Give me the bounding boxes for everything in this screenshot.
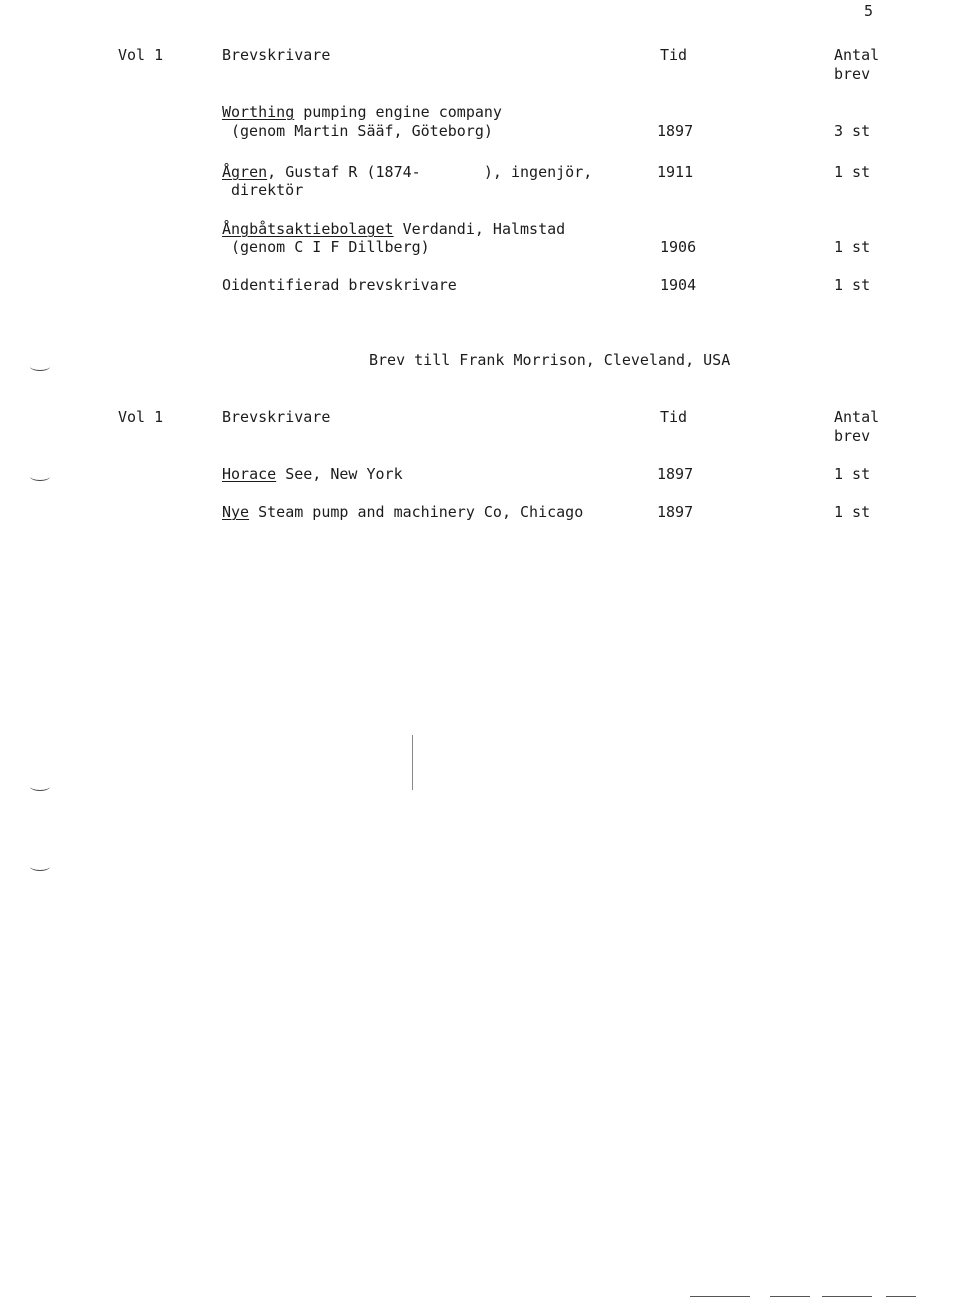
writer-name-underlined: Worthing (222, 103, 295, 121)
scan-dash-artifact (822, 1296, 872, 1297)
entry-year: 1897 (657, 465, 694, 483)
scan-dash-artifact (886, 1296, 916, 1297)
entry-count: 1 st (834, 238, 871, 256)
writer-name (222, 163, 592, 181)
writer-name (222, 220, 565, 238)
entry-count: 1 st (834, 163, 871, 181)
writer-name-underlined: Ågren (222, 163, 268, 181)
vol-label: Vol 1 (118, 408, 164, 426)
writer-name-rest: Verdandi, Halmstad (393, 220, 566, 238)
section2-title: Brev till Frank Morrison, Cleveland, USA (369, 351, 731, 369)
scan-dash-artifact (690, 1296, 750, 1297)
writer-name (222, 276, 457, 294)
entry-count: 1 st (834, 503, 871, 521)
entry-year: 1906 (660, 238, 697, 256)
writer-name-rest: Oidentifierad brevskrivare (222, 276, 457, 294)
writer-name-underlined: Nye (222, 503, 250, 521)
writer-name (222, 103, 502, 121)
writer-name-rest: See, New York (276, 465, 403, 483)
scan-line-artifact (412, 735, 413, 790)
writer-detail: (genom Martin Sääf, Göteborg) (231, 122, 493, 140)
page-number: 5 (864, 2, 874, 20)
writer-name-rest: , Gustaf R (1874- ), ingenjör, (267, 163, 593, 181)
margin-tick-mark (30, 782, 50, 791)
entry-year: 1897 (657, 503, 694, 521)
writer-name-rest: pumping engine company (294, 103, 502, 121)
entry-year: 1897 (657, 122, 694, 140)
vol-label: Vol 1 (118, 46, 164, 64)
margin-tick-mark (30, 862, 50, 871)
writer-detail: direktör (231, 181, 304, 199)
count-column-header: Antal (834, 408, 880, 426)
count-column-header-line2: brev (834, 65, 871, 83)
time-column-header: Tid (660, 408, 688, 426)
entry-year: 1911 (657, 163, 694, 181)
entry-count: 1 st (834, 276, 871, 294)
scan-dash-artifact (770, 1296, 810, 1297)
margin-tick-mark (30, 472, 50, 481)
writer-name (222, 465, 403, 483)
time-column-header: Tid (660, 46, 688, 64)
count-column-header: Antal (834, 46, 880, 64)
entry-count: 3 st (834, 122, 871, 140)
margin-tick-mark (30, 362, 50, 371)
entry-count: 1 st (834, 465, 871, 483)
writer-column-header: Brevskrivare (222, 46, 331, 64)
count-column-header-line2: brev (834, 427, 871, 445)
writer-detail: (genom C I F Dillberg) (231, 238, 430, 256)
writer-name (222, 503, 583, 521)
writer-name-underlined: Horace (222, 465, 277, 483)
writer-column-header: Brevskrivare (222, 408, 331, 426)
entry-year: 1904 (660, 276, 697, 294)
writer-name-underlined: Ångbåtsaktiebolaget (222, 220, 394, 238)
writer-name-rest: Steam pump and machinery Co, Chicago (249, 503, 584, 521)
